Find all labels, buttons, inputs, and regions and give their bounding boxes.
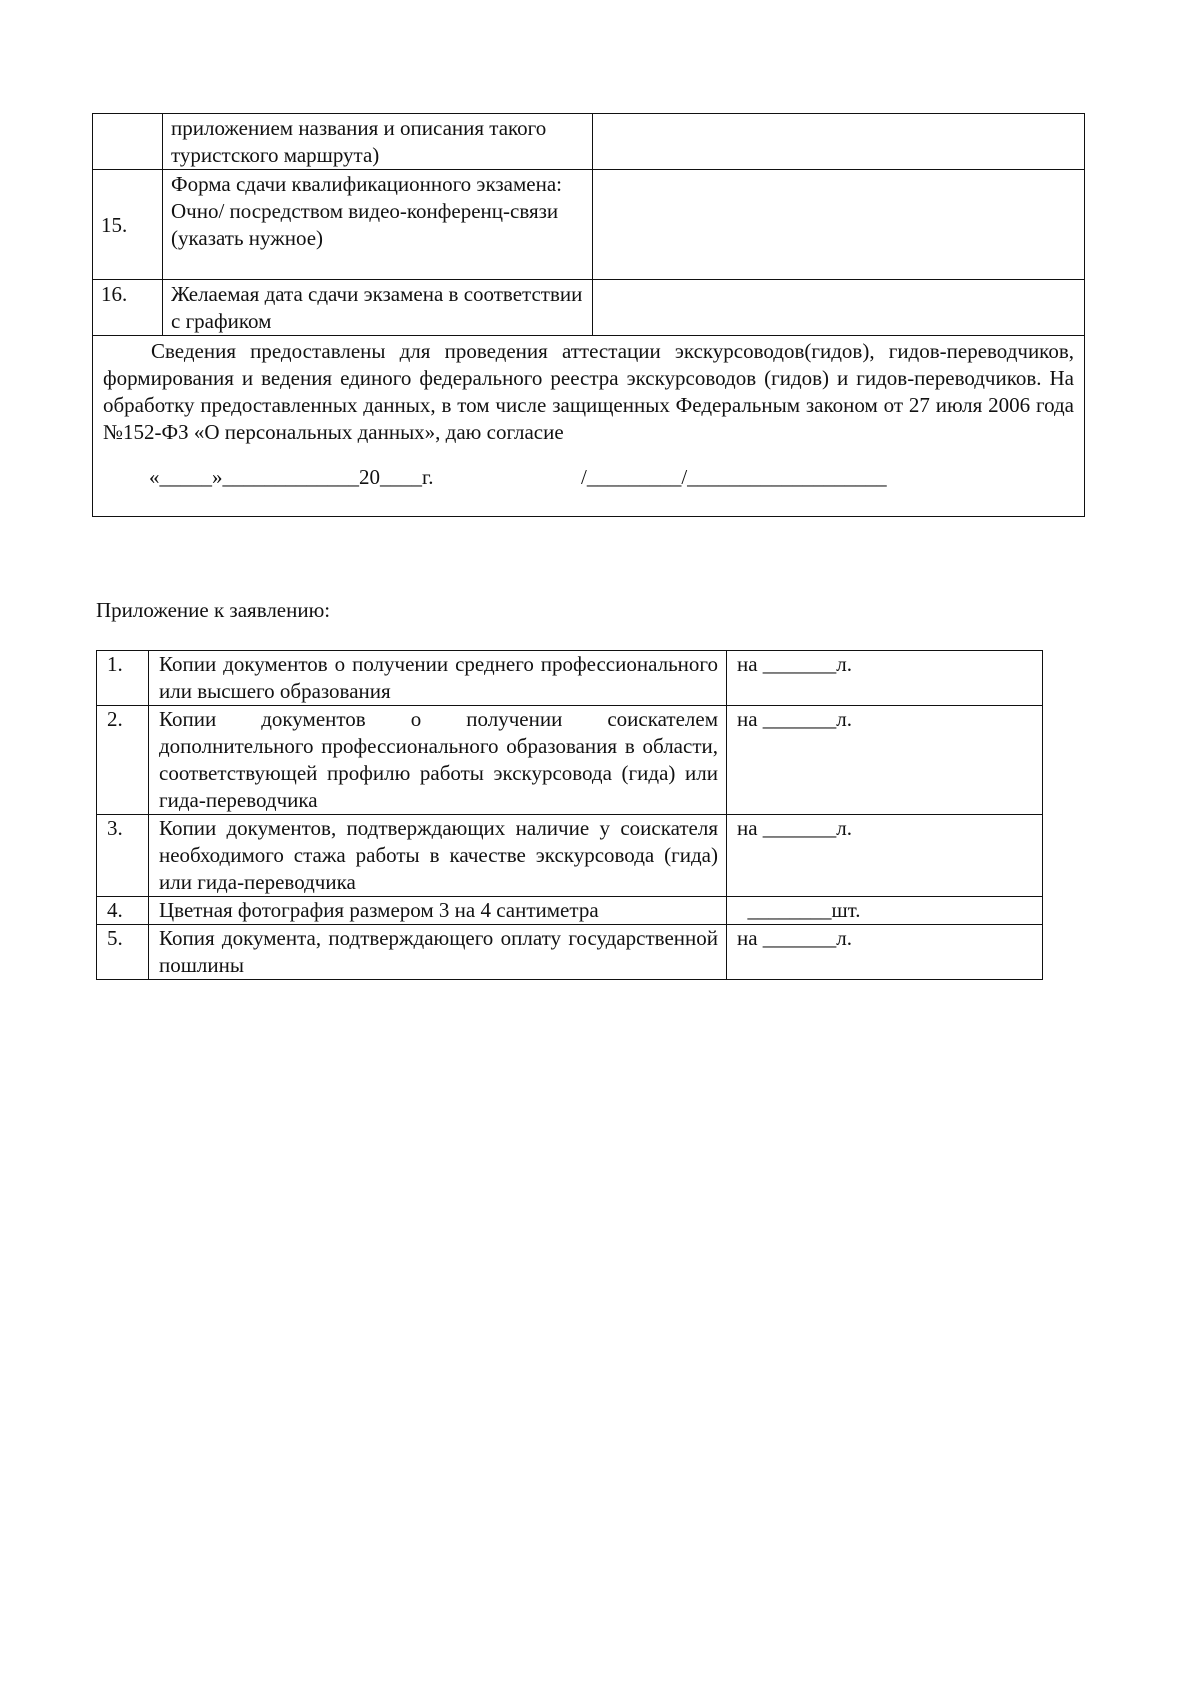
consent-text: Сведения предоставлены для проведения аттестации экскурсоводов(гидов), гидов-переводчиков, формирования и ведения единого федерального реестра экскурсоводов (гидов) и гидов-переводчиков. На обработку предоставленных данных, в том числе защищенных Федеральным законом от 27 июля 2006 года №152-ФЗ «О персональных данных», даю согласие [103, 339, 1074, 444]
row-label: Форма сдачи квалификационного экзамена: Очно/ посредством видео-конференц-связи (указать нужное) [163, 170, 593, 280]
appendix-item [97, 925, 1043, 980]
appendix-item [97, 815, 1043, 897]
signature-blank[interactable]: /_________/___________________ [581, 465, 887, 489]
date-blank[interactable]: «_____»_____________20____г. [149, 465, 434, 489]
appendix-title: Приложение к заявлению: [96, 598, 331, 622]
item-text: Копия документа, подтверждающего оплату государственной пошлины [149, 925, 727, 980]
form-row-exam-format [93, 170, 1085, 280]
row-label: Желаемая дата сдачи экзамена в соответствии с графиком [163, 280, 593, 336]
form-row-continuation [93, 114, 1085, 170]
consent-cell [93, 336, 1085, 517]
row-value-field[interactable] [593, 170, 1085, 280]
item-number: 5. [97, 925, 149, 980]
row-value-field[interactable] [593, 280, 1085, 336]
appendix-item [97, 706, 1043, 815]
form-row-exam-date [93, 280, 1085, 336]
signature-line [103, 458, 1074, 502]
appendix-table [96, 650, 1043, 980]
item-pages-field[interactable]: на _______л. [727, 651, 1043, 706]
item-pages-field[interactable]: на _______л. [727, 706, 1043, 815]
appendix-item [97, 897, 1043, 925]
row-number: 16. [93, 280, 163, 336]
appendix-item [97, 651, 1043, 706]
item-number: 3. [97, 815, 149, 897]
row-value-field[interactable] [593, 114, 1085, 170]
row-number: 15. [93, 170, 163, 280]
item-pages-field[interactable]: ________шт. [727, 897, 1043, 925]
item-text: Копии документов о получении среднего профессионального или высшего образования [149, 651, 727, 706]
row-number [93, 114, 163, 170]
item-text: Копии документов, подтверждающих наличие у соискателя необходимого стажа работы в качестве экскурсовода (гида) или гида-переводчика [149, 815, 727, 897]
item-pages-field[interactable]: на _______л. [727, 925, 1043, 980]
item-pages-field[interactable]: на _______л. [727, 815, 1043, 897]
item-number: 2. [97, 706, 149, 815]
application-form-table [92, 113, 1085, 517]
item-number: 1. [97, 651, 149, 706]
item-text: Цветная фотография размером 3 на 4 сантиметра [149, 897, 727, 925]
item-number: 4. [97, 897, 149, 925]
consent-row [93, 336, 1085, 517]
item-text: Копии документов о получении соискателем дополнительного профессионального образования в области, соответствующей профилю работы экскурсовода (гида) или гида-переводчика [149, 706, 727, 815]
row-label: приложением названия и описания такого туристского маршрута) [163, 114, 593, 170]
